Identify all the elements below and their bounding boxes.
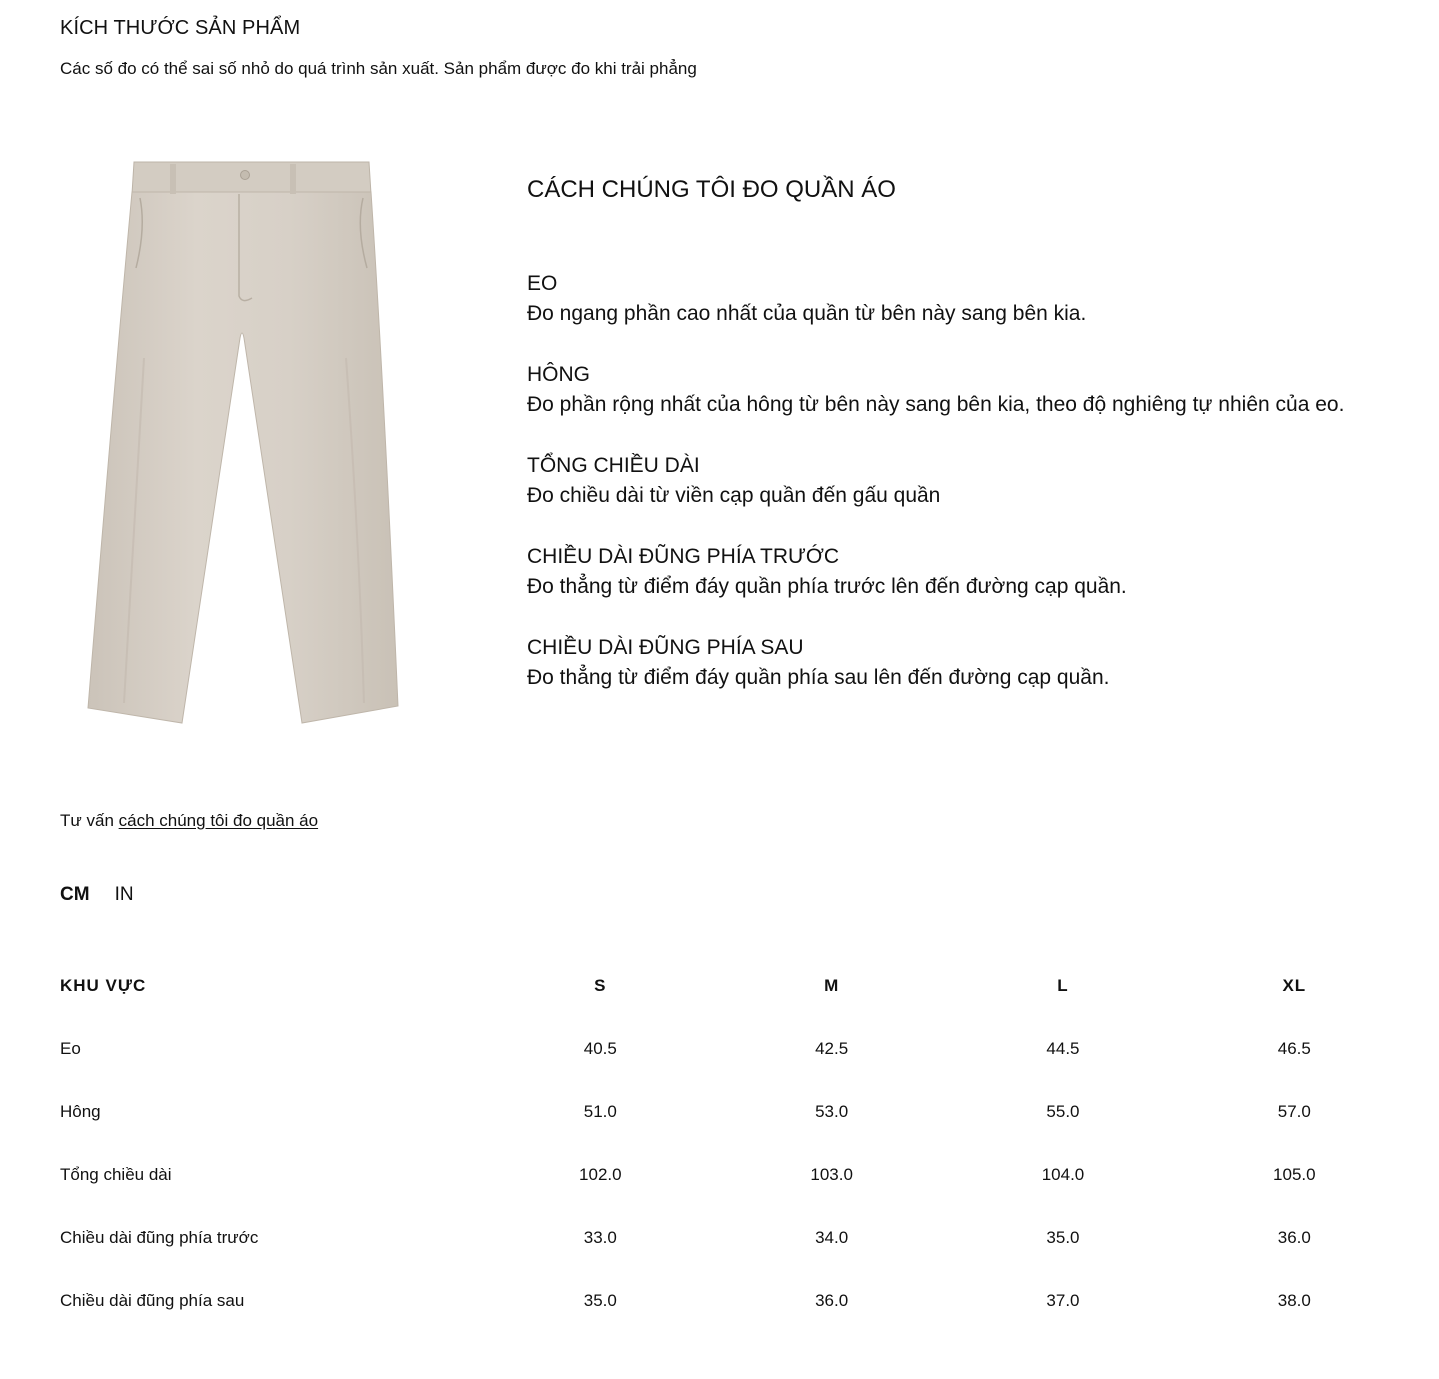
column-header-s: S xyxy=(594,976,607,995)
table-cell: 55.0 xyxy=(1046,1101,1080,1121)
guide-item-desc: Đo ngang phần cao nhất của quần từ bên này sang bên kia. xyxy=(527,302,1087,325)
guide-item-desc: Đo phần rộng nhất của hông từ bên này sang bên kia, theo độ nghiêng tự nhiên của eo. xyxy=(527,393,1345,416)
table-cell: 44.5 xyxy=(1046,1038,1080,1058)
table-cell: 51.0 xyxy=(583,1101,617,1121)
table-cell: 57.0 xyxy=(1277,1101,1311,1121)
table-cell: 46.5 xyxy=(1277,1038,1311,1058)
table-cell: 38.0 xyxy=(1277,1290,1311,1310)
measure-advice xyxy=(60,811,318,831)
product-image xyxy=(84,158,404,728)
table-cell: 35.0 xyxy=(583,1290,617,1310)
table-cell: 37.0 xyxy=(1046,1290,1080,1310)
table-cell: 36.0 xyxy=(815,1290,849,1310)
table-cell: 33.0 xyxy=(583,1227,617,1247)
guide-item-desc: Đo chiều dài từ viền cạp quần đến gấu quần xyxy=(527,484,941,507)
guide-item-desc: Đo thẳng từ điểm đáy quần phía trước lên đến đường cạp quần. xyxy=(527,575,1127,598)
table-row xyxy=(60,1269,1410,1332)
table-row xyxy=(60,1080,1410,1143)
guide-item-name: TỔNG CHIỀU DÀI xyxy=(527,454,700,477)
size-table xyxy=(60,955,1410,1332)
measurement-guide xyxy=(527,175,1407,724)
table-cell: 40.5 xyxy=(583,1038,617,1058)
guide-item-waist xyxy=(527,269,1407,329)
guide-item-desc: Đo thẳng từ điểm đáy quần phía sau lên đến đường cạp quần. xyxy=(527,666,1110,689)
table-cell: 35.0 xyxy=(1046,1227,1080,1247)
guide-item-name: HÔNG xyxy=(527,363,590,386)
unit-toggle xyxy=(60,884,134,906)
guide-item-name: CHIỀU DÀI ĐŨNG PHÍA SAU xyxy=(527,636,804,659)
table-row xyxy=(60,1206,1410,1269)
guide-item-hip xyxy=(527,360,1407,420)
row-label: Hông xyxy=(60,1101,101,1121)
row-label: Tổng chiều dài xyxy=(60,1164,172,1184)
table-cell: 34.0 xyxy=(815,1227,849,1247)
guide-item-name: EO xyxy=(527,272,558,295)
table-cell: 102.0 xyxy=(579,1164,622,1184)
table-cell: 53.0 xyxy=(815,1101,849,1121)
unit-option-cm[interactable]: CM xyxy=(60,884,90,905)
table-header-row xyxy=(60,955,1410,1017)
pants-illustration-icon xyxy=(84,158,404,728)
how-we-measure-link[interactable]: cách chúng tôi đo quần áo xyxy=(118,811,319,830)
row-label: Eo xyxy=(60,1038,81,1058)
guide-item-back-rise xyxy=(527,633,1407,693)
page-title: KÍCH THƯỚC SẢN PHẨM xyxy=(60,17,301,39)
table-cell: 103.0 xyxy=(810,1164,853,1184)
column-header-m: M xyxy=(824,976,840,995)
guide-item-front-rise xyxy=(527,542,1407,602)
column-header-area: KHU VỰC xyxy=(60,976,147,995)
unit-option-in[interactable]: IN xyxy=(114,884,134,905)
table-row xyxy=(60,1143,1410,1206)
page-subtitle: Các số đo có thể sai số nhỏ do quá trình sản xuất. Sản phẩm được đo khi trải phẳng xyxy=(60,59,697,78)
guide-title: CÁCH CHÚNG TÔI ĐO QUẦN ÁO xyxy=(527,176,896,203)
column-header-l: L xyxy=(1057,976,1069,995)
column-header-xl: XL xyxy=(1282,976,1307,995)
guide-item-name: CHIỀU DÀI ĐŨNG PHÍA TRƯỚC xyxy=(527,545,840,568)
table-cell: 105.0 xyxy=(1273,1164,1316,1184)
guide-item-total-length xyxy=(527,451,1407,511)
table-row xyxy=(60,1017,1410,1080)
row-label: Chiều dài đũng phía sau xyxy=(60,1290,245,1310)
table-cell: 104.0 xyxy=(1041,1164,1085,1184)
advice-prefix: Tư vấn xyxy=(60,811,114,830)
table-cell: 36.0 xyxy=(1277,1227,1311,1247)
table-cell: 42.5 xyxy=(815,1038,849,1058)
row-label: Chiều dài đũng phía trước xyxy=(60,1227,259,1247)
